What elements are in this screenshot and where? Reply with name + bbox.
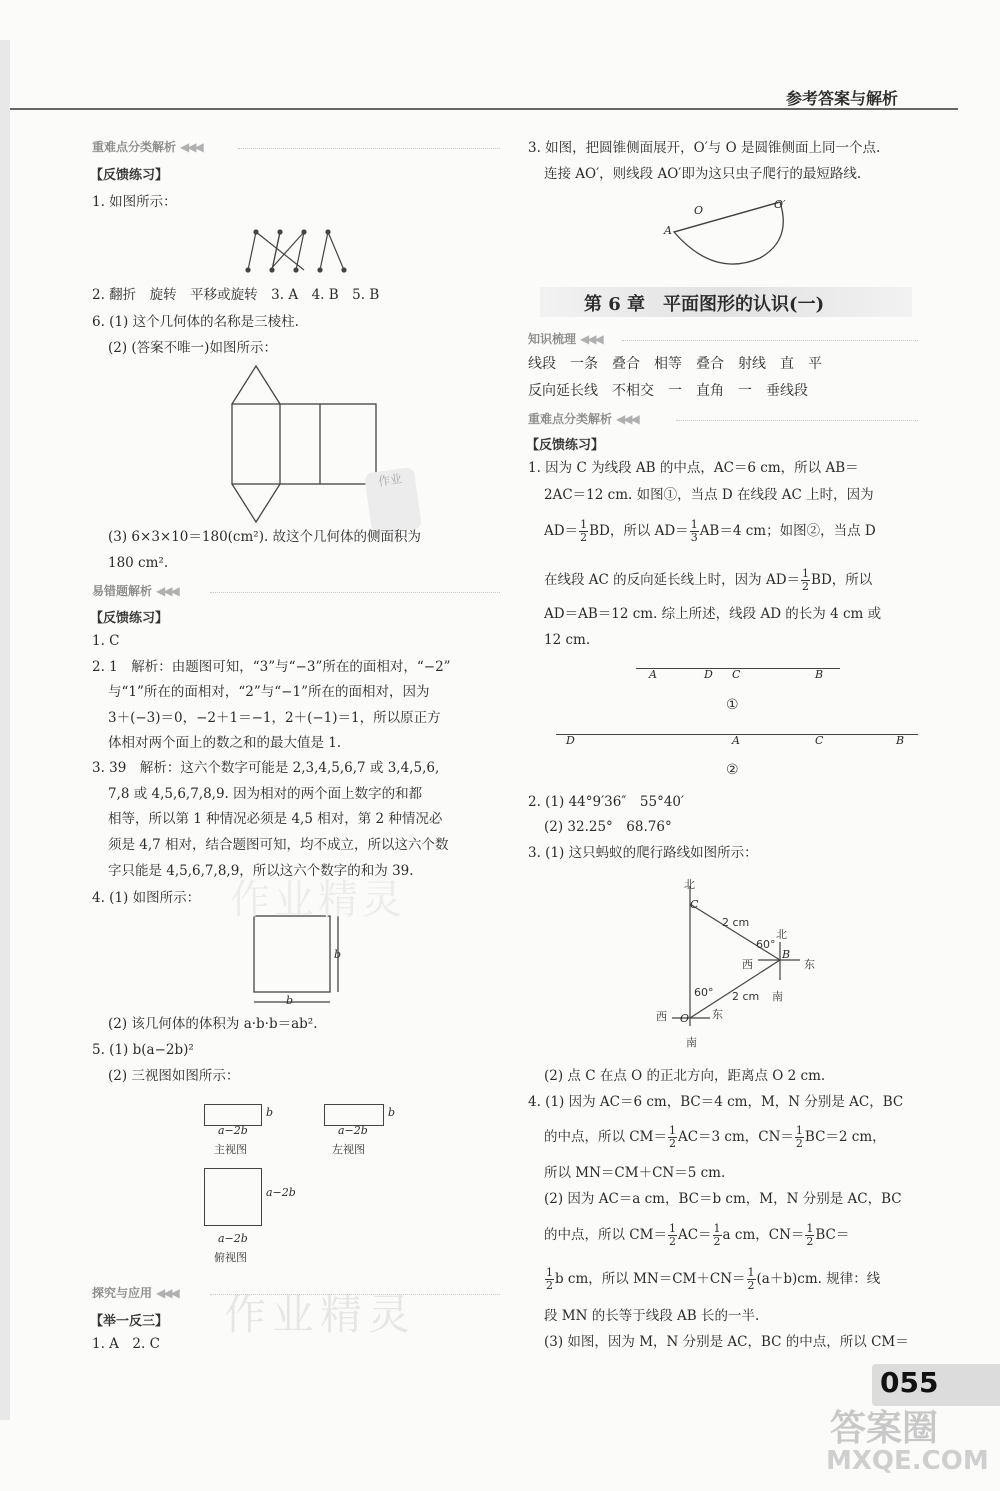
fraction: $\frac{1}{2}$ bbox=[806, 1222, 814, 1248]
fraction: $\frac{1}{2}$ bbox=[802, 567, 810, 593]
fraction: $\frac{1}{2}$ bbox=[713, 1222, 721, 1248]
dimension-label: a−2b bbox=[266, 1186, 296, 1199]
answer-line: 180 cm². bbox=[108, 555, 169, 571]
section-divider bbox=[238, 148, 500, 149]
point-label: A bbox=[664, 224, 672, 237]
left-view-rect bbox=[324, 1104, 384, 1126]
front-view-rect bbox=[204, 1104, 262, 1126]
answer-line: 的中点，所以 CM＝ $\frac{1}{2}$ AC＝3 cm，CN＝ $\frac{1}{2}$ BC＝2 cm， bbox=[544, 1124, 886, 1150]
point-label: B bbox=[896, 734, 905, 747]
dimension-label: a−2b bbox=[218, 1232, 248, 1245]
dimension-label: b bbox=[266, 1106, 274, 1119]
answer-line: 2AC＝12 cm. 如图①，当点 D 在线段 AC 上时，因为 bbox=[544, 487, 874, 503]
answer-line: $\frac{1}{2}$ b cm，所以 MN＝CM＋CN＝ $\frac{1}{2}$ (a＋b)cm. 规律：线 bbox=[546, 1266, 881, 1292]
watermark: 作业精灵 bbox=[230, 877, 406, 923]
answer-line: (2) 因为 AC＝a cm，BC＝b cm，M，N 分别是 AC，BC bbox=[544, 1191, 902, 1207]
answer-line: 须是 4,7 相对，结合题图可知，均不成立，所以这六个数 bbox=[108, 837, 449, 853]
distance-label: 2 cm bbox=[722, 916, 750, 929]
chapter-title: 第 6 章 平面图形的认识(一) bbox=[584, 294, 825, 315]
section-title: 易错题解析 ◀◀◀ bbox=[92, 584, 178, 598]
point-label: O′ bbox=[774, 198, 786, 211]
footer-logo: 答案圈 bbox=[830, 1408, 939, 1449]
section-title: 探究与应用 ◀◀◀ bbox=[92, 1286, 178, 1300]
answer-line: AD＝AB＝12 cm. 综上所述，线段 AD 的长为 4 cm 或 bbox=[544, 606, 882, 622]
point-label: D bbox=[704, 668, 713, 681]
angle-label: 60° bbox=[694, 986, 714, 999]
prism-net-figure bbox=[228, 364, 388, 524]
watermark: 作业精灵 bbox=[224, 1290, 417, 1339]
point-label: O bbox=[694, 204, 704, 217]
direction-label: 东 bbox=[712, 1008, 723, 1021]
answer-line: 12 cm. bbox=[544, 632, 591, 648]
fraction: $\frac{1}{2}$ bbox=[795, 1124, 803, 1150]
fraction: $\frac{1}{2}$ bbox=[747, 1266, 755, 1292]
view-caption: 主视图 bbox=[214, 1143, 247, 1156]
point-label: C bbox=[732, 668, 741, 681]
answer-line: 线段 一条 叠合 相等 叠合 射线 直 平 bbox=[528, 356, 822, 372]
answer-line: 7,8 或 4,5,6,7,8,9. 因为相对的两个面上数字的和都 bbox=[108, 786, 423, 802]
square-figure bbox=[246, 912, 356, 1012]
point-label: D bbox=[566, 734, 575, 747]
answer-line: (2) (答案不唯一)如图所示： bbox=[108, 340, 277, 356]
answer-line: 3. (1) 这只蚂蚁的爬行路线如图所示： bbox=[528, 845, 758, 861]
dimension-label: a−2b bbox=[218, 1124, 248, 1137]
distance-label: 2 cm bbox=[732, 990, 760, 1003]
sub-title: 【举一反三】 bbox=[90, 1314, 169, 1329]
direction-label: 北 bbox=[776, 928, 787, 941]
answer-line: 4. (1) 如图所示： bbox=[92, 890, 201, 906]
section-title: 重难点分类解析 ◀◀◀ bbox=[528, 412, 638, 426]
answer-line: 1. 如图所示： bbox=[92, 194, 177, 210]
answer-line: 2. (1) 44°9′36″ 55°40′ bbox=[528, 794, 685, 810]
answer-line: 6. (1) 这个几何体的名称是三棱柱. bbox=[92, 314, 299, 330]
answer-line: 连接 AO′，则线段 AO′即为这只虫子爬行的最短路线. bbox=[544, 166, 862, 182]
answer-line: 1. 因为 C 为线段 AB 的中点，AC＝6 cm，所以 AB＝ bbox=[528, 460, 859, 476]
answer-line: (3) 6×3×10＝180(cm²). 故这个几何体的侧面积为 bbox=[108, 529, 422, 545]
section-divider bbox=[676, 420, 918, 421]
answer-line: (3) 如图，因为 M，N 分别是 AC，BC 的中点，所以 CM＝ bbox=[544, 1334, 909, 1350]
direction-label: 西 bbox=[656, 1010, 667, 1023]
answer-line: 3. 如图，把圆锥侧面展开，O′与 O 是圆锥侧面上同一个点. bbox=[528, 140, 881, 156]
answer-line: 1. C bbox=[92, 633, 120, 649]
direction-label: 东 bbox=[804, 958, 815, 971]
fraction: $\frac{1}{2}$ bbox=[546, 1266, 553, 1292]
sub-title: 【反馈练习】 bbox=[90, 168, 169, 183]
header-title: 参考答案与解析 bbox=[786, 89, 899, 108]
answer-line: 3＋(−3)＝0，−2＋1＝−1，2＋(−1)＝1，所以原正方 bbox=[108, 710, 441, 726]
dimension-label: b bbox=[334, 948, 342, 961]
direction-label: 南 bbox=[686, 1036, 697, 1049]
direction-label: 北 bbox=[684, 878, 695, 891]
fraction: $\frac{1}{2}$ bbox=[668, 1124, 676, 1150]
sub-title: 【反馈练习】 bbox=[90, 611, 169, 626]
answer-line: 与“1”所在的面相对，“2”与“−1”所在的面相对，因为 bbox=[108, 684, 430, 700]
direction-label: 西 bbox=[742, 958, 753, 971]
answer-line: (2) 点 C 在点 O 的正北方向，距离点 O 2 cm. bbox=[544, 1068, 826, 1084]
answer-line: (2) 32.25° 68.76° bbox=[544, 819, 672, 835]
answer-line: 5. (1) b(a−2b)² bbox=[92, 1042, 194, 1058]
section-divider bbox=[210, 592, 500, 593]
fraction: $\frac{1}{2}$ bbox=[580, 518, 588, 544]
answer-line: 的中点，所以 CM＝ $\frac{1}{2}$ AC＝ $\frac{1}{2}$ a cm，CN＝ $\frac{1}{2}$ BC＝ bbox=[544, 1222, 850, 1248]
answer-line: 在线段 AC 的反向延长线上时，因为 AD＝ $\frac{1}{2}$ BD，所以 bbox=[544, 567, 873, 593]
cone-net-figure bbox=[664, 196, 814, 276]
left-binding-edge bbox=[0, 40, 10, 1420]
stamp-logo: 作业 bbox=[364, 467, 422, 535]
answer-line: 反向延长线 不相交 一 直角 一 垂线段 bbox=[528, 383, 808, 399]
point-label: B bbox=[782, 948, 791, 961]
direction-label: 南 bbox=[772, 990, 783, 1003]
dimension-label: b bbox=[286, 994, 294, 1007]
view-caption: 左视图 bbox=[332, 1143, 365, 1156]
answer-line: 3. 39 解析：这六个数字可能是 2,3,4,5,6,7 或 3,4,5,6, bbox=[92, 760, 440, 776]
answer-line: 1. A 2. C bbox=[92, 1336, 160, 1352]
answer-line: 所以 MN＝CM＋CN＝5 cm. bbox=[544, 1165, 726, 1181]
footer-watermark: MXQE.COM bbox=[826, 1446, 989, 1476]
point-label: A bbox=[649, 668, 657, 681]
page-number: 055 bbox=[880, 1366, 939, 1399]
answer-line: (2) 三视图如图所示： bbox=[108, 1068, 240, 1084]
answer-line: 体相对两个面上的数之和的最大值是 1. bbox=[108, 735, 342, 751]
point-label: C bbox=[690, 898, 699, 911]
point-label: C bbox=[815, 734, 824, 747]
answer-line: 相等，所以第 1 种情况必须是 4,5 相对，第 2 种情况必 bbox=[108, 811, 443, 827]
answer-line: (2) 该几何体的体积为 a·b·b＝ab². bbox=[108, 1016, 318, 1032]
section-divider bbox=[622, 340, 918, 341]
answer-line: 2. 翻折 旋转 平移或旋转 3. A 4. B 5. B bbox=[92, 287, 380, 303]
point-label: B bbox=[815, 668, 824, 681]
dimension-label: b bbox=[388, 1106, 396, 1119]
answer-line: 字只能是 4,5,6,7,8,9，所以这六个数字的和为 39. bbox=[108, 863, 414, 879]
fraction: $\frac{1}{3}$ bbox=[690, 518, 698, 544]
angle-label: 60° bbox=[756, 938, 776, 951]
top-view-rect bbox=[204, 1168, 262, 1226]
section-divider bbox=[210, 1294, 500, 1295]
figure-number: ② bbox=[726, 762, 739, 778]
answer-line: 段 MN 的长等于线段 AB 长的一半. bbox=[544, 1308, 760, 1324]
point-label: O bbox=[680, 1012, 690, 1025]
point-label: A bbox=[732, 734, 740, 747]
answer-line: 2. 1 解析：由题图可知，“3”与“−3”所在的面相对，“−2” bbox=[92, 659, 451, 675]
view-caption: 俯视图 bbox=[214, 1251, 247, 1264]
fraction: $\frac{1}{2}$ bbox=[668, 1222, 676, 1248]
sub-title: 【反馈练习】 bbox=[526, 438, 605, 453]
answer-line: 4. (1) 因为 AC＝6 cm，BC＝4 cm，M，N 分别是 AC，BC bbox=[528, 1094, 904, 1110]
ant-route-figure bbox=[650, 876, 830, 1056]
section-title: 知识梳理 ◀◀◀ bbox=[528, 332, 602, 346]
figure-number: ① bbox=[726, 697, 739, 713]
dimension-label: a−2b bbox=[338, 1124, 368, 1137]
answer-line: AD＝ $\frac{1}{2}$ BD，所以 AD＝ $\frac{1}{3}$ AB＝4 cm；如图②，当点 D bbox=[544, 518, 876, 544]
parallel-lines-figure bbox=[240, 224, 360, 276]
section-title: 重难点分类解析 ◀◀◀ bbox=[92, 140, 202, 154]
